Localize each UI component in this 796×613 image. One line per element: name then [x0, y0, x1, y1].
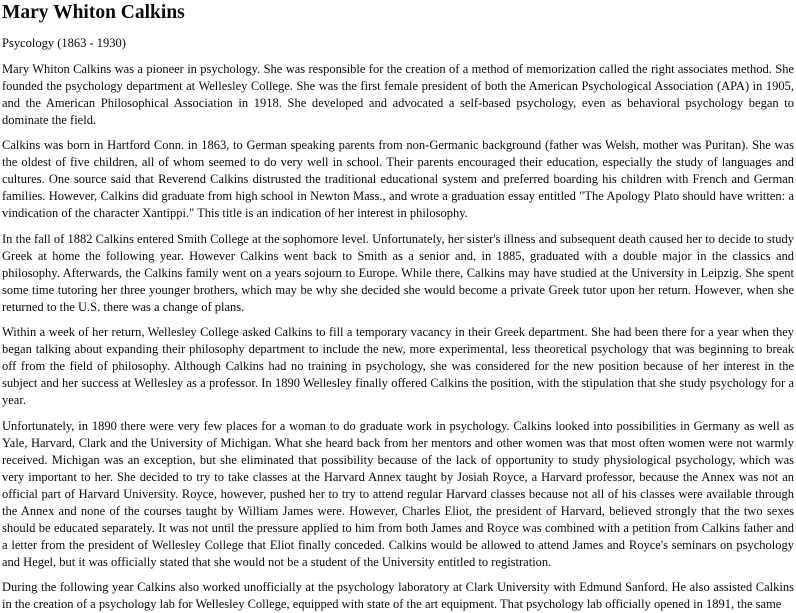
paragraph-wellesley-position: Within a week of her return, Wellesley College asked Calkins to fill a temporary vacancy in their Greek department. She had been there for a year when they began talking about expanding their philosophy department to include the new, more experimental, less theoretical psychology that was beginning to break off from the field of philosophy. Although Calkins had no training in psychology, she was considered for the new position because of her interest in the subject and her success at Wellesley as a professor. In 1890 Wellesley finally offered Calkins the position, with the stipulation that she study psychology for a year.: [2, 325, 794, 408]
paragraph-intro: Mary Whiton Calkins was a pioneer in psychology. She was responsible for the creation of a method of memorization called the right associates method. She founded the psychology department at Wellesley College. She was the first female president of both the American Psychological Association (APA) in 1905, and the American Philosophical Association in 1918. She developed and advocated a self-based psychology, even as behavioral psychology began to dominate the field.: [2, 61, 794, 127]
paragraph-early-life: Calkins was born in Hartford Conn. in 1863, to German speaking parents from non-Germanic background (father was Welsh, mother was Puritan). She was the oldest of five children, all of whom seemed to do very well in school. Their parents encouraged their education, especially the study of languages and cultures. One source said that Reverend Calkins distrusted the traditional educational system and preferred boarding his children with French and German families. However, Calkins did graduate from high school in Newton Mass., and wrote a graduation essay entitled "The Apology Plato should have written: a vindication of the character Xantippi." This title is an indication of her interest in philosophy.: [2, 138, 794, 221]
page-subtitle: Psycology (1863 - 1930): [2, 36, 126, 51]
paragraph-clark-lab: During the following year Calkins also worked unofficially at the psychology laboratory at Clark University with Edmund Sanford. He also assisted Calkins in the creation of a psychology lab for Wellesley College, equipped with state of the art equipment. That psychology lab officially opened in 1891, the same: [2, 580, 794, 612]
page-title: Mary Whiton Calkins: [2, 2, 185, 23]
paragraph-graduate-work: Unfortunately, in 1890 there were very few places for a woman to do graduate work in psychology. Calkins looked into possibilities in Germany as well as Yale, Harvard, Clark and the University of Michigan. What she heard back from her mentors and other women was that most often women were not warmly received. Michigan was an exception, but she eliminated that possibility because of the lack of opportunity to study physiological psychology, which was very important to her. She decided to try to take classes at the Harvard Annex taught by Josiah Royce, a Harvard professor, because the Annex was not an official part of Harvard University. Royce, however, pushed her to try to attend regular Harvard classes because not all of his classes were available through the Annex and none of the courses taught by William James were. However, Charles Eliot, the president of Harvard, believed strongly that the two sexes should be educated separately. It was not until the pressure applied to him from both James and Royce was combined with a petition from Calkins father and a letter from the president of Wellesley College that Eliot finally conceded. Calkins would be allowed to attend James and Royce's seminars on psychology and Hegel, but it was officially stated that she would not be a student of the University entitled to registration.: [2, 418, 794, 569]
paragraph-smith-college: In the fall of 1882 Calkins entered Smith College at the sophomore level. Unfortunately, her sister's illness and subsequent death caused her to decide to study Greek at home the following year. However Calkins went back to Smith as a senior and, in 1885, graduated with a double major in the classics and philosophy. Afterwards, the Calkins family went on a years sojourn to Europe. While there, Calkins may have studied at the University in Leipzig. She spent some time tutoring her three younger brothers, which may be why she decided she would become a private Greek tutor upon her return. However, when she returned to the U.S. there was a change of plans.: [2, 231, 794, 314]
